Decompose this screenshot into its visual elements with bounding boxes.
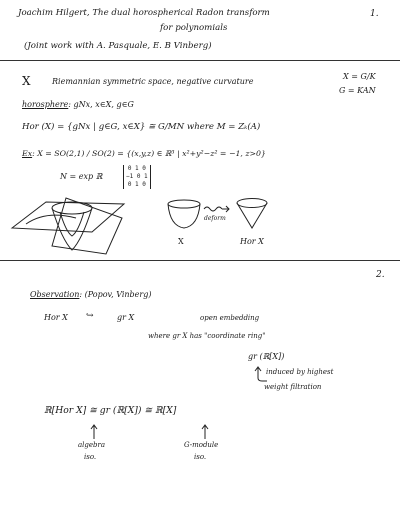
divider-top	[0, 60, 400, 61]
bowl-icon	[164, 198, 204, 232]
observation-label: Observation	[30, 290, 80, 299]
divider-middle	[0, 260, 400, 261]
n-definition: N = exp ℝ	[60, 172, 103, 181]
ex-def: : X = SO(2,1) / SO(2) = {(x,y,z) ∈ ℝ³ | x²+y²−z² = −1, z>0}	[32, 149, 266, 158]
up-arrow-algebra-icon	[90, 424, 98, 440]
embedding-arrow: ↪	[86, 311, 94, 321]
embedding-left: Hor X	[44, 313, 68, 322]
embedding-note: open embedding	[200, 314, 260, 322]
gmodule-iso-2: iso.	[194, 453, 207, 461]
observation-credit: : (Popov, Vinberg)	[79, 290, 152, 299]
horosphere-row	[22, 100, 134, 109]
hyperboloid-figure	[6, 188, 136, 258]
matrix-row: 0 1 0	[127, 181, 146, 188]
algebra-iso-2: iso.	[84, 453, 97, 461]
embedding-right: gr X	[117, 313, 135, 322]
algebra-iso-1: algebra	[78, 441, 106, 449]
group-note-1: X = G/K	[343, 72, 376, 81]
induced-note-1: induced by highest	[266, 368, 334, 376]
matrix-row: 0 1 0	[127, 165, 146, 172]
horosphere-def: : gNx, x∈X, g∈G	[68, 100, 134, 109]
header-title-line2: for polynomials	[160, 23, 228, 33]
x-symbol: X	[22, 74, 31, 88]
deform-arrow-icon	[202, 204, 232, 214]
gr-ring: gr (ℝ[X])	[248, 352, 285, 361]
gmodule-iso-1: G-module	[184, 441, 219, 449]
horosphere-label: horosphere	[22, 100, 69, 109]
where-note: where gr X has "coordinate ring"	[148, 332, 266, 340]
ex-label: Ex	[22, 149, 33, 158]
matrix-row: −1 0 1	[126, 173, 148, 180]
header-subtitle: (Joint work with A. Pasquale, E. B Vinberg)	[24, 41, 212, 51]
induced-note-2: weight filtration	[264, 383, 322, 391]
observation-row	[30, 290, 151, 299]
figure-label-x: X	[178, 237, 184, 246]
group-note-2: G = KAN	[339, 86, 376, 95]
page-number-2: 2.	[376, 270, 385, 280]
header-title: Joachim Hilgert, The dual horospherical Radon transform	[18, 8, 270, 18]
x-description: Riemannian symmetric space, negative curvature	[52, 77, 254, 86]
example-row	[22, 149, 266, 158]
page-number-1: 1.	[370, 9, 379, 19]
cone-icon	[234, 196, 270, 232]
iso-formula: ℝ[Hor X] ≅ gr (ℝ[X]) ≅ ℝ[X]	[44, 405, 177, 416]
hor-definition: Hor (X) = {gNx | g∈G, x∈X} ≅ G/MN where M = Zₖ(A)	[22, 122, 261, 132]
figure-label-hor: Hor X	[240, 237, 264, 246]
up-arrow-gmodule-icon	[201, 424, 209, 440]
deform-label: deform	[204, 215, 226, 222]
n-matrix	[123, 165, 151, 189]
